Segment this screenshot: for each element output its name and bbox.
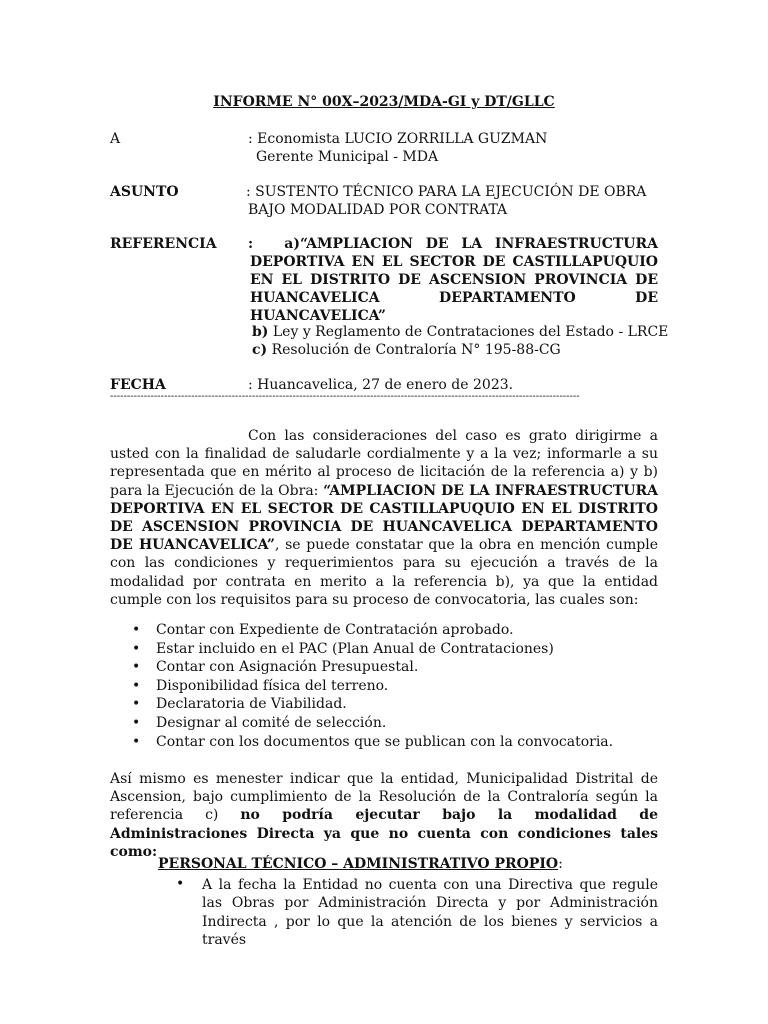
reference-a bbox=[248, 235, 658, 325]
list-item: • Estar incluido en el PAC (Plan Anual de Contrataciones) bbox=[156, 640, 656, 659]
list-item: • Declaratoria de Viabilidad. bbox=[156, 695, 656, 714]
separator-line: ------------------------------------------------------------------------------------------------------------------------------------------- bbox=[110, 391, 580, 402]
list-item: • Designar al comité de selección. bbox=[156, 714, 656, 733]
reference-b-text: Ley y Reglamento de Contrataciones del Estado - LRCE bbox=[272, 324, 669, 340]
subject-line-1: : SUSTENTO TÉCNICO PARA LA EJECUCIÓN DE OBRA bbox=[246, 184, 647, 200]
reference-c-text: Resolución de Contraloría N° 195-88-CG bbox=[271, 342, 561, 358]
reference-b bbox=[252, 323, 672, 341]
reference-a-line-2: DEPORTIVA EN EL SECTOR DE CASTILLAPUQUIO bbox=[250, 254, 658, 270]
reference-a-line-5: HUANCAVELICA” bbox=[250, 308, 386, 324]
subject-value bbox=[246, 183, 656, 219]
reference-c-marker: c) bbox=[252, 342, 268, 358]
list-item: • Contar con los documentos que se publican con la convocatoria. bbox=[156, 733, 656, 752]
date-label: FECHA bbox=[110, 377, 166, 393]
addressee-value bbox=[248, 130, 658, 166]
section-bullet-text: A la fecha la Entidad no cuenta con una Directiva que regule las Obras por Administración Directa y por Administración Indirecta , por lo que la atención de los bienes y servicios a través bbox=[202, 877, 658, 949]
second-text-start: Así mismo es menester indicar que la entidad, Municipalidad Distrital de Ascension, bajo cumplimiento de la Resolución de la Contraloría según la referencia c) bbox=[110, 771, 658, 824]
second-text-bold: no podría ejecutar bajo la modalidad de Administraciones Directa ya que no cuenta con condiciones tales como: bbox=[110, 807, 659, 860]
reference-block bbox=[110, 235, 669, 365]
addressee-name: : Economista LUCIO ZORRILLA GUZMAN bbox=[248, 131, 548, 147]
section-colon: : bbox=[558, 856, 563, 872]
subject-block bbox=[110, 183, 658, 219]
addressee-block bbox=[110, 130, 658, 166]
date-value: : Huancavelica, 27 de enero de 2023. bbox=[248, 377, 514, 393]
section-heading bbox=[158, 856, 563, 872]
reference-a-line-1 bbox=[248, 235, 658, 253]
requirements-list bbox=[110, 621, 656, 751]
intro-paragraph bbox=[110, 427, 658, 609]
addressee-position: Gerente Municipal - MDA bbox=[256, 149, 439, 165]
intro-text-start: Con las consideraciones del caso es grato dirigirme a usted con la finalidad de saludarle cordialmente y a la vez; informarle a su representada que en mérito al proceso de licitación de la referencia a) y b) para la Ejecución de la Obra: bbox=[110, 428, 658, 499]
project-name: “AMPLIACION DE LA INFRAESTRUCTURA DEPORTIVA EN EL SECTOR DE CASTILLAPUQUIO EN EL DISTRITO DE ASCENSION PROVINCIA DE HUANCAVELICA DEPARTAMENTO DE HUANCAVELICA” bbox=[110, 482, 659, 554]
reference-c bbox=[252, 341, 662, 359]
list-item: • Contar con Expediente de Contratación aprobado. bbox=[156, 621, 656, 640]
second-paragraph bbox=[110, 770, 658, 861]
reference-a-line-3: EN EL DISTRITO DE ASCENSION PROVINCIA DE bbox=[250, 272, 658, 288]
reference-a-line-4: HUANCAVELICA DEPARTAMENTO DE bbox=[250, 290, 658, 306]
subject-label: ASUNTO bbox=[110, 184, 179, 200]
addressee-label: A bbox=[110, 131, 121, 147]
subject-line-2: BAJO MODALIDAD POR CONTRATA bbox=[248, 202, 508, 218]
reference-label: REFERENCIA bbox=[110, 236, 217, 252]
report-title: INFORME N° 00X–2023/MDA-GI y DT/GLLC bbox=[213, 94, 555, 110]
reference-a-prefix: : a) bbox=[248, 236, 300, 252]
list-item: • Contar con Asignación Presupuestal. bbox=[156, 658, 656, 677]
intro-text-end: , se puede constatar que la obra en mención cumple con las condiciones y requerimientos para su ejecución a través de la modalidad por contrata en merito a la referencia b), ya que la entidad cumple con los requisitos para su proceso de convocatoria, las cuales son: bbox=[110, 537, 658, 608]
list-item: • Disponibilidad física del terreno. bbox=[156, 677, 656, 696]
reference-b-marker: b) bbox=[252, 324, 269, 340]
section-title: PERSONAL TÉCNICO – ADMINISTRATIVO PROPIO bbox=[158, 856, 559, 872]
reference-a-text-1: “AMPLIACION DE LA INFRAESTRUCTURA bbox=[300, 236, 658, 252]
bullet-marker: • bbox=[176, 876, 185, 892]
